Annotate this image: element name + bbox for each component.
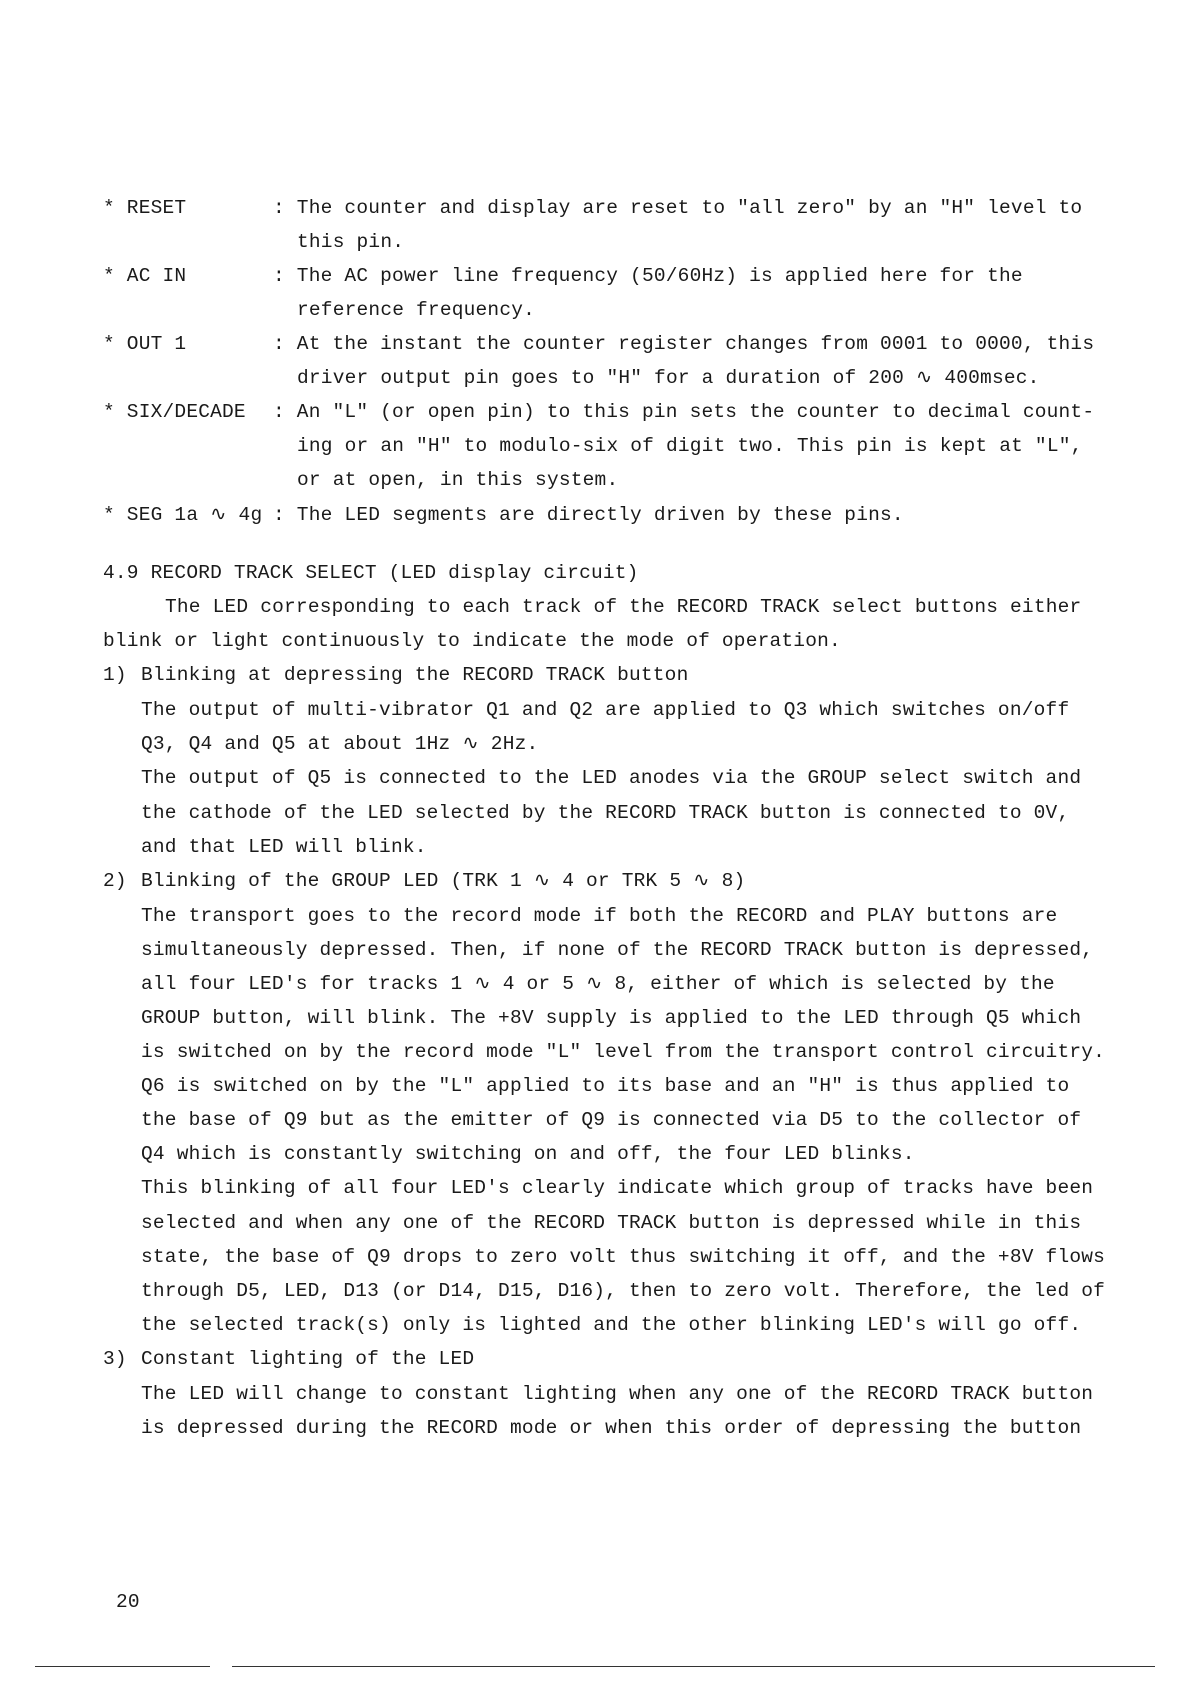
pin-description: : The counter and display are reset to "all zero" by an "H" level to [273, 197, 1083, 219]
item-body-line: all four LED's for tracks 1 ∿ 4 or 5 ∿ 8, either of which is selected by the [141, 973, 1055, 995]
item-body-line: The output of multi-vibrator Q1 and Q2 are applied to Q3 which switches on/off [141, 699, 1070, 721]
pin-description: ing or an "H" to modulo-six of digit two. This pin is kept at "L", [297, 435, 1083, 457]
pin-description: : The LED segments are directly driven by these pins. [273, 504, 904, 526]
intro-paragraph-line: blink or light continuously to indicate the mode of operation. [103, 630, 841, 652]
item-body-line: the cathode of the LED selected by the RECORD TRACK button is connected to 0V, [141, 802, 1070, 824]
pin-description: or at open, in this system. [297, 469, 619, 491]
item-body-line: The output of Q5 is connected to the LED anodes via the GROUP select switch and [141, 767, 1082, 789]
item-body-line: simultaneously depressed. Then, if none of the RECORD TRACK button is depressed, [141, 939, 1094, 961]
pin-description: reference frequency. [297, 299, 536, 321]
pin-description: : At the instant the counter register changes from 0001 to 0000, this [273, 333, 1095, 355]
item-title: Blinking of the GROUP LED (TRK 1 ∿ 4 or TRK 5 ∿ 8) [141, 870, 746, 892]
item-body-line: selected and when any one of the RECORD TRACK button is depressed while in this [141, 1212, 1082, 1234]
item-body-line: and that LED will blink. [141, 836, 427, 858]
item-body-line: Q4 which is constantly switching on and off, the four LED blinks. [141, 1143, 915, 1165]
section-heading: 4.9 RECORD TRACK SELECT (LED display circuit) [103, 562, 639, 584]
item-body-line: the selected track(s) only is lighted and the other blinking LED's will go off. [141, 1314, 1082, 1336]
item-body-line: the base of Q9 but as the emitter of Q9 is connected via D5 to the collector of [141, 1109, 1082, 1131]
item-number: 3) [103, 1348, 127, 1370]
item-body-line: is depressed during the RECORD mode or when this order of depressing the button [141, 1417, 1082, 1439]
item-body-line: This blinking of all four LED's clearly indicate which group of tracks have been [141, 1177, 1094, 1199]
item-body-line: GROUP button, will blink. The +8V supply is applied to the LED through Q5 which [141, 1007, 1082, 1029]
item-body-line: Q3, Q4 and Q5 at about 1Hz ∿ 2Hz. [141, 733, 539, 755]
pin-description: : An "L" (or open pin) to this pin sets the counter to decimal count- [273, 401, 1095, 423]
footer-rule-gap [210, 1664, 232, 1668]
item-body-line: The LED will change to constant lighting when any one of the RECORD TRACK button [141, 1383, 1094, 1405]
pin-name: * RESET [103, 197, 187, 219]
item-body-line: through D5, LED, D13 (or D14, D15, D16), then to zero volt. Therefore, the led of [141, 1280, 1106, 1302]
item-body-line: The transport goes to the record mode if both the RECORD and PLAY buttons are [141, 905, 1058, 927]
pin-name: * OUT 1 [103, 333, 187, 355]
item-title: Blinking at depressing the RECORD TRACK button [141, 664, 689, 686]
pin-description: this pin. [297, 231, 405, 253]
pin-description: : The AC power line frequency (50/60Hz) is applied here for the [273, 265, 1023, 287]
item-body-line: Q6 is switched on by the "L" applied to its base and an "H" is thus applied to [141, 1075, 1070, 1097]
footer-rule [35, 1666, 1155, 1667]
item-body-line: state, the base of Q9 drops to zero volt thus switching it off, and the +8V flows [141, 1246, 1106, 1268]
pin-name: * SIX/DECADE [103, 401, 246, 423]
pin-name: * AC IN [103, 265, 187, 287]
pin-description: driver output pin goes to "H" for a duration of 200 ∿ 400msec. [297, 367, 1040, 389]
item-title: Constant lighting of the LED [141, 1348, 475, 1370]
page-number: 20 [116, 1591, 140, 1613]
item-body-line: is switched on by the record mode "L" level from the transport control circuitry. [141, 1041, 1106, 1063]
intro-paragraph-line: The LED corresponding to each track of the RECORD TRACK select buttons either [165, 596, 1082, 618]
pin-name: * SEG 1a ∿ 4g [103, 504, 263, 526]
item-number: 2) [103, 870, 127, 892]
item-number: 1) [103, 664, 127, 686]
